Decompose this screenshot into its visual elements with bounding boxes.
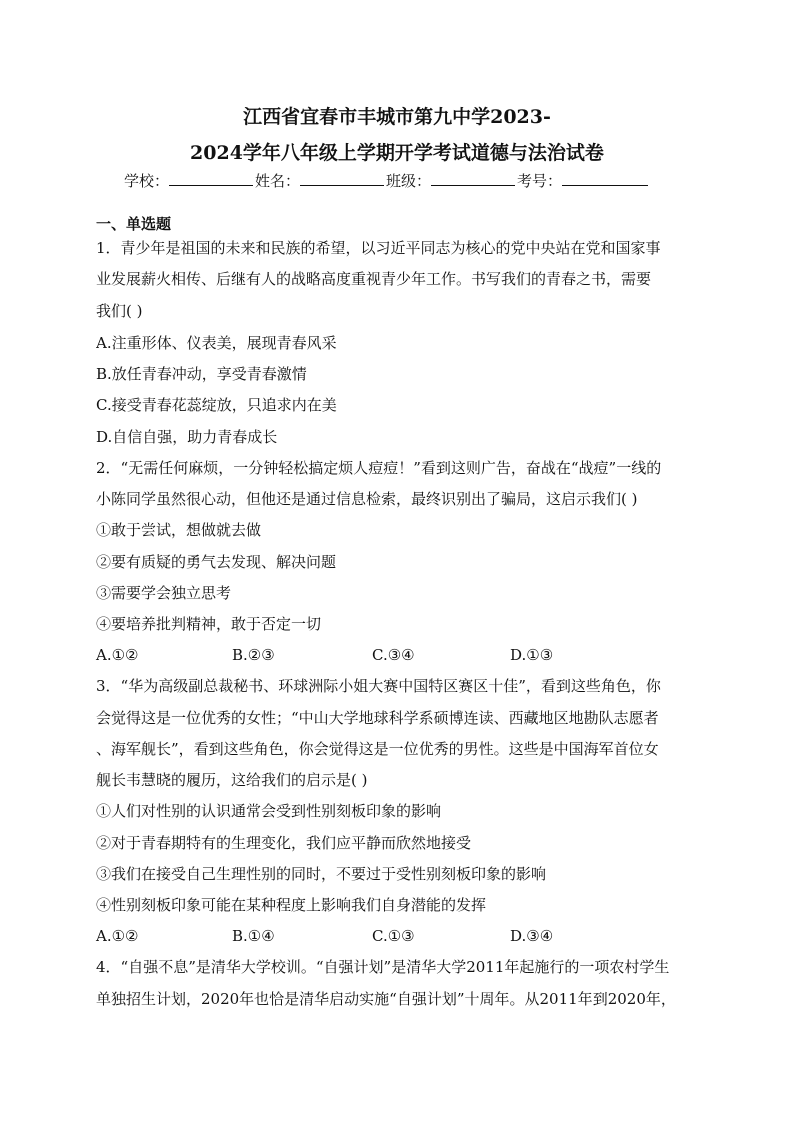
class-blank bbox=[431, 171, 515, 186]
q1-stem-line: 业发展薪火相传、后继有人的战略高度重视青少年工作。书写我们的青春之书，需要 bbox=[96, 270, 652, 288]
q2-option-b: B.②③ bbox=[232, 646, 275, 664]
q3-statement: ①人们对性别的认识通常会受到性别刻板印象的影响 bbox=[96, 802, 442, 820]
q2-statement: ①敢于尝试，想做就去做 bbox=[96, 521, 262, 539]
name-blank bbox=[300, 171, 384, 186]
q1-option-d: D.自信自强，助力青春成长 bbox=[96, 428, 278, 446]
q4-stem-line: 4．“自强不息”是清华大学校训。“自强计划”是清华大学2011年起施行的一项农村学生 bbox=[96, 958, 670, 976]
q1-stem-line: 1．青少年是祖国的未来和民族的希望，以习近平同志为核心的党中央站在党和国家事 bbox=[96, 239, 661, 257]
exam-title-line2: 2024学年八年级上学期开学考试道德与法治试卷 bbox=[190, 142, 604, 164]
q2-option-a: A.①② bbox=[96, 646, 139, 664]
q3-statement: ②对于青春期特有的生理变化，我们应平静而欣然地接受 bbox=[96, 834, 472, 852]
q2-stem-line: 2．“无需任何麻烦，一分钟轻松搞定烦人痘痘！”看到这则广告，奋战在“战痘”一线的 bbox=[96, 459, 662, 477]
exam-number-label: 考号： bbox=[517, 172, 563, 190]
school-label: 学校： bbox=[124, 172, 170, 190]
name-label: 姓名： bbox=[255, 172, 301, 190]
q2-statement: ③需要学会独立思考 bbox=[96, 584, 232, 602]
student-info-row bbox=[124, 171, 684, 191]
q3-stem-line: 3．“华为高级副总裁秘书、环球洲际小姐大赛中国特区赛区十佳”，看到这些角色，你 bbox=[96, 677, 661, 695]
class-label: 班级： bbox=[386, 172, 432, 190]
q3-stem-line: 舰长韦慧晓的履历，这给我们的启示是( ) bbox=[96, 771, 368, 789]
q3-stem-line: 会觉得这是一位优秀的女性；“中山大学地球科学系硕博连读、西藏地区地勘队志愿者 bbox=[96, 709, 659, 727]
q1-option-a: A.注重形体、仪表美，展现青春风采 bbox=[96, 334, 337, 352]
q2-option-d: D.①③ bbox=[510, 646, 554, 664]
q1-stem-line: 我们( ) bbox=[96, 302, 143, 320]
school-blank bbox=[169, 171, 253, 186]
exam-title-line1: 江西省宜春市丰城市第九中学2023- bbox=[243, 106, 551, 128]
q4-stem-line: 单独招生计划，2020年也恰是清华启动实施“自强计划”十周年。从2011年到2020年， bbox=[96, 990, 676, 1008]
q3-statement: ③我们在接受自己生理性别的同时，不要过于受性别刻板印象的影响 bbox=[96, 865, 547, 883]
q2-statement: ②要有质疑的勇气去发现、解决问题 bbox=[96, 553, 337, 571]
q3-stem-line: 、海军舰长”，看到这些角色，你会觉得这是一位优秀的男性。这些是中国海军首位女 bbox=[96, 740, 659, 758]
q3-option-b: B.①④ bbox=[232, 927, 275, 945]
q3-option-a: A.①② bbox=[96, 927, 139, 945]
q1-option-b: B.放任青春冲动，享受青春激情 bbox=[96, 365, 307, 383]
q2-stem-line: 小陈同学虽然很心动，但他还是通过信息检索，最终识别出了骗局，这启示我们( ) bbox=[96, 490, 638, 508]
q3-statement: ④性别刻板印象可能在某种程度上影响我们自身潜能的发挥 bbox=[96, 896, 487, 914]
q3-option-d: D.③④ bbox=[510, 927, 554, 945]
exam-number-blank bbox=[562, 171, 648, 186]
q3-option-c: C.①③ bbox=[372, 927, 415, 945]
section-title: 一、单选题 bbox=[96, 215, 172, 233]
q2-option-c: C.③④ bbox=[372, 646, 415, 664]
q2-statement: ④要培养批判精神，敢于否定一切 bbox=[96, 615, 322, 633]
q1-option-c: C.接受青春花蕊绽放，只追求内在美 bbox=[96, 396, 337, 414]
